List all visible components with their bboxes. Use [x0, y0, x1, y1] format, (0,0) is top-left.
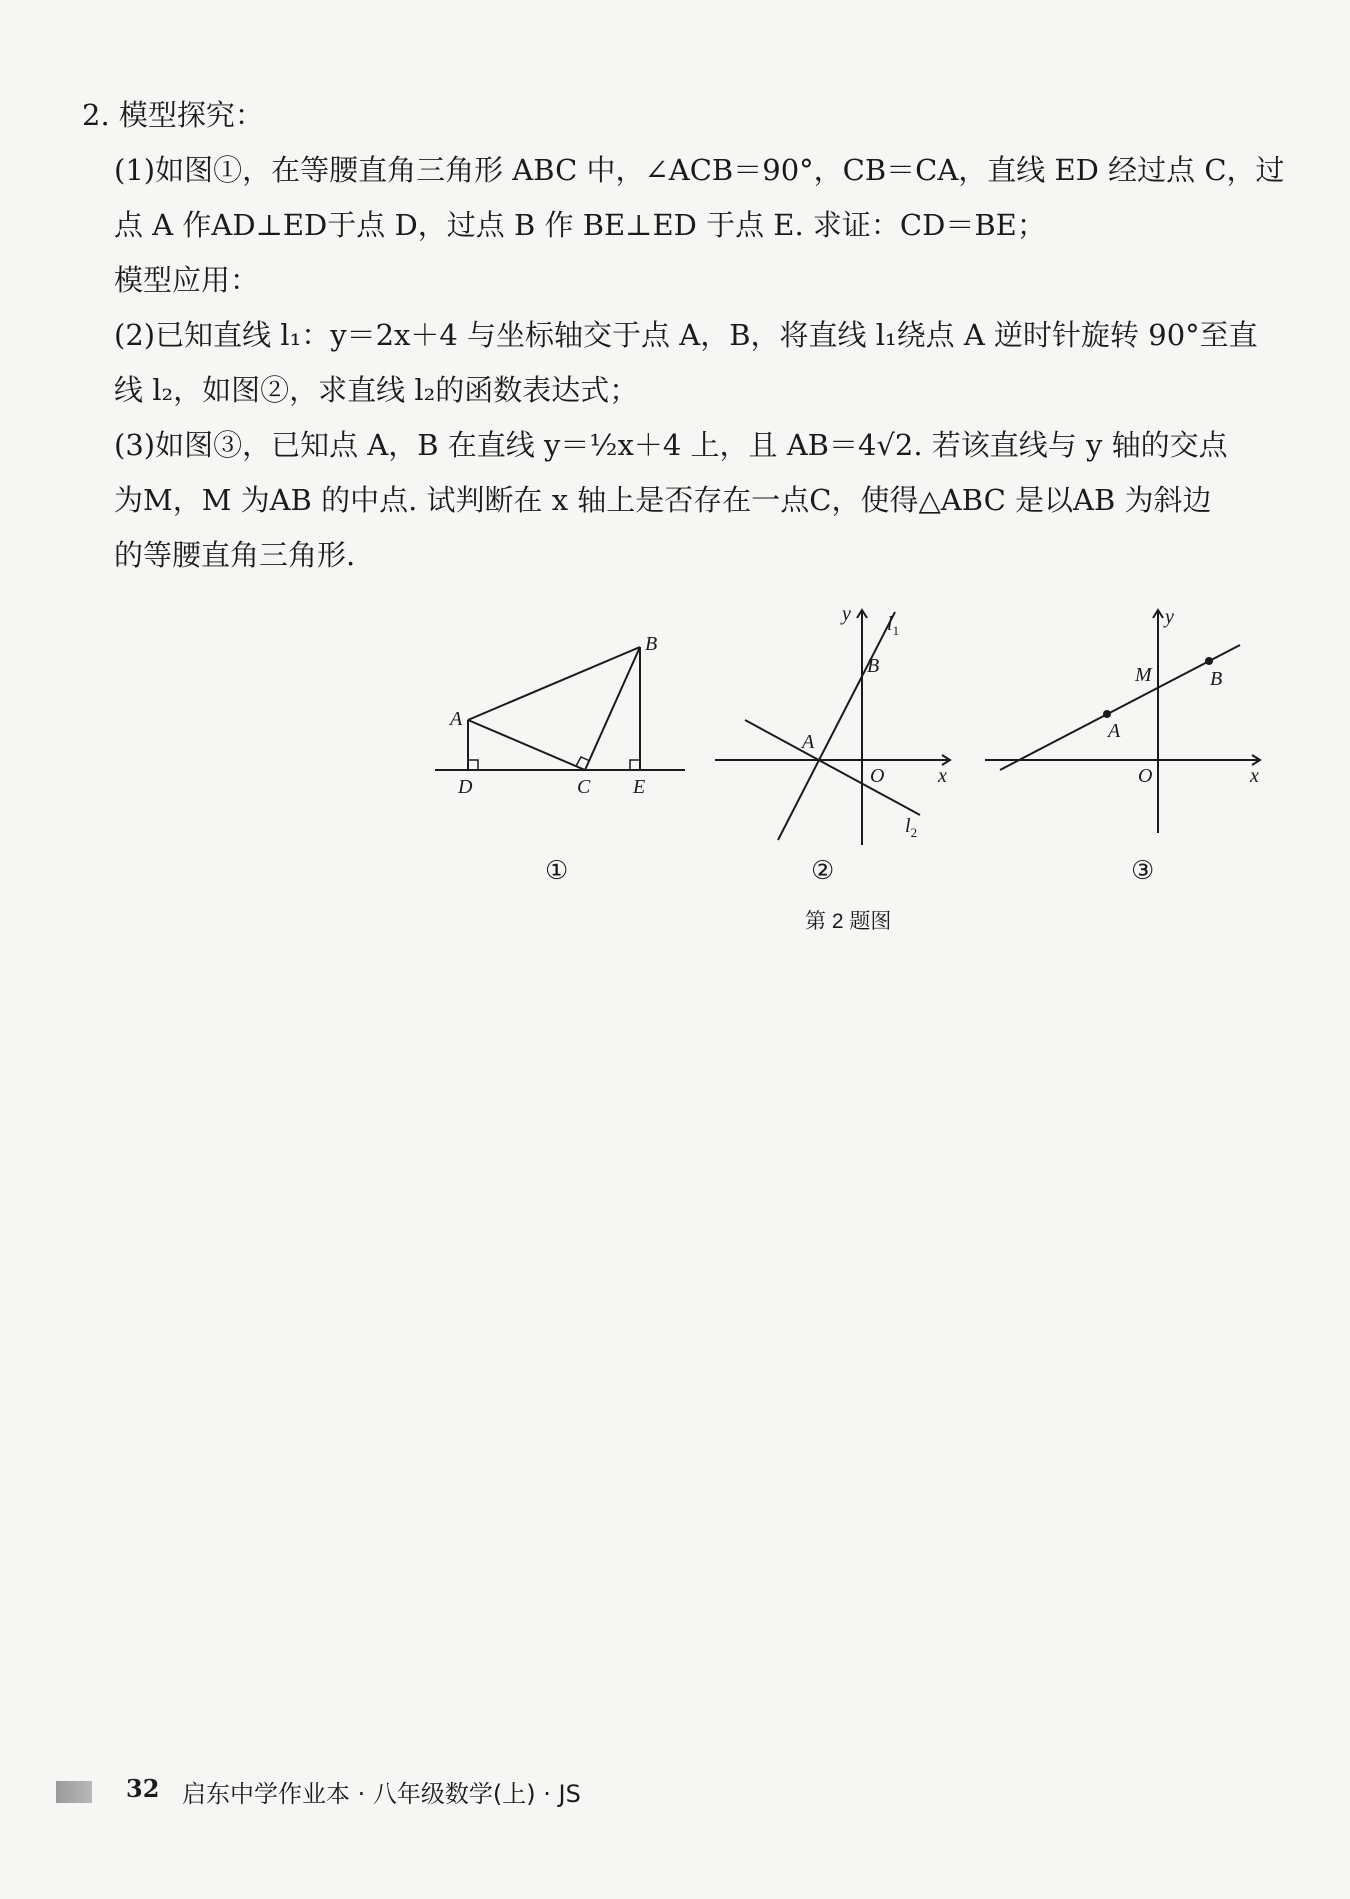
problem-2: [82, 88, 1285, 583]
line-ab: [1000, 645, 1240, 770]
point-label-c: C: [577, 776, 591, 798]
point-label-a: A: [1108, 720, 1121, 742]
figure-1-triangle: [430, 630, 690, 800]
point-label-a: A: [802, 731, 815, 753]
origin-label: O: [870, 765, 885, 787]
point-a-dot: [1103, 710, 1111, 718]
part2-line2: 线 l₂，如图②，求直线 l₂的函数表达式；: [114, 373, 639, 407]
point-label-a: A: [450, 708, 463, 730]
point-label-e: E: [633, 776, 646, 798]
right-angle-e: [630, 760, 640, 770]
origin-label: O: [1138, 765, 1153, 787]
part3-line3: 的等腰直角三角形.: [114, 538, 356, 572]
point-label-b: B: [645, 633, 658, 655]
axis-label-x: x: [938, 765, 947, 787]
point-b-dot: [1205, 657, 1213, 665]
figure-1-label: ①: [545, 856, 569, 886]
axis-label-y: y: [1165, 606, 1174, 628]
book-title: 启东中学作业本 · 八年级数学(上) · JS: [182, 1780, 581, 1808]
part1-line1: (1)如图①，在等腰直角三角形 ABC 中，∠ACB＝90°，CB＝CA，直线 ED 经过点 C，过: [114, 153, 1285, 187]
figure-3-label: ③: [1131, 856, 1155, 886]
segment-ab: [468, 647, 640, 720]
model-application-subheading: 模型应用：: [114, 263, 260, 297]
right-angle-d: [468, 760, 478, 770]
point-label-d: D: [458, 776, 473, 798]
line-l1: [778, 612, 895, 840]
part3-line1: (3)如图③，已知点 A，B 在直线 y＝½x＋4 上，且 AB＝4√2. 若该直线与 y 轴的交点: [114, 428, 1228, 462]
problem-heading: 2. 模型探究：: [82, 98, 264, 132]
footer-gray-bar: [56, 1781, 92, 1803]
point-label-b: B: [867, 655, 880, 677]
axis-label-y: y: [842, 603, 851, 625]
figure-2-label: ②: [811, 856, 835, 886]
part1-line2: 点 A 作AD⊥ED于点 D，过点 B 作 BE⊥ED 于点 E. 求证：CD＝BE；: [114, 208, 1046, 242]
axis-label-x: x: [1250, 765, 1259, 787]
point-label-b: B: [1210, 668, 1223, 690]
line-label-l1: $l_1$: [887, 613, 900, 638]
figure-2-rotated-lines: [710, 600, 960, 850]
figure-3-line-with-midpoint: [980, 605, 1270, 845]
segment-ac: [468, 720, 585, 770]
page-number: 32: [126, 1774, 160, 1803]
segment-bc: [585, 647, 640, 770]
figure-caption: 第 2 题图: [805, 910, 892, 933]
part2-line1: (2)已知直线 l₁：y＝2x＋4 与坐标轴交于点 A，B，将直线 l₁绕点 A 逆时针旋转 90°至直: [114, 318, 1258, 352]
part3-line2: 为M，M 为AB 的中点. 试判断在 x 轴上是否存在一点C，使得△ABC 是以AB 为斜边: [114, 483, 1212, 517]
point-label-m: M: [1135, 664, 1152, 686]
line-label-l2: $l_2$: [905, 815, 918, 840]
